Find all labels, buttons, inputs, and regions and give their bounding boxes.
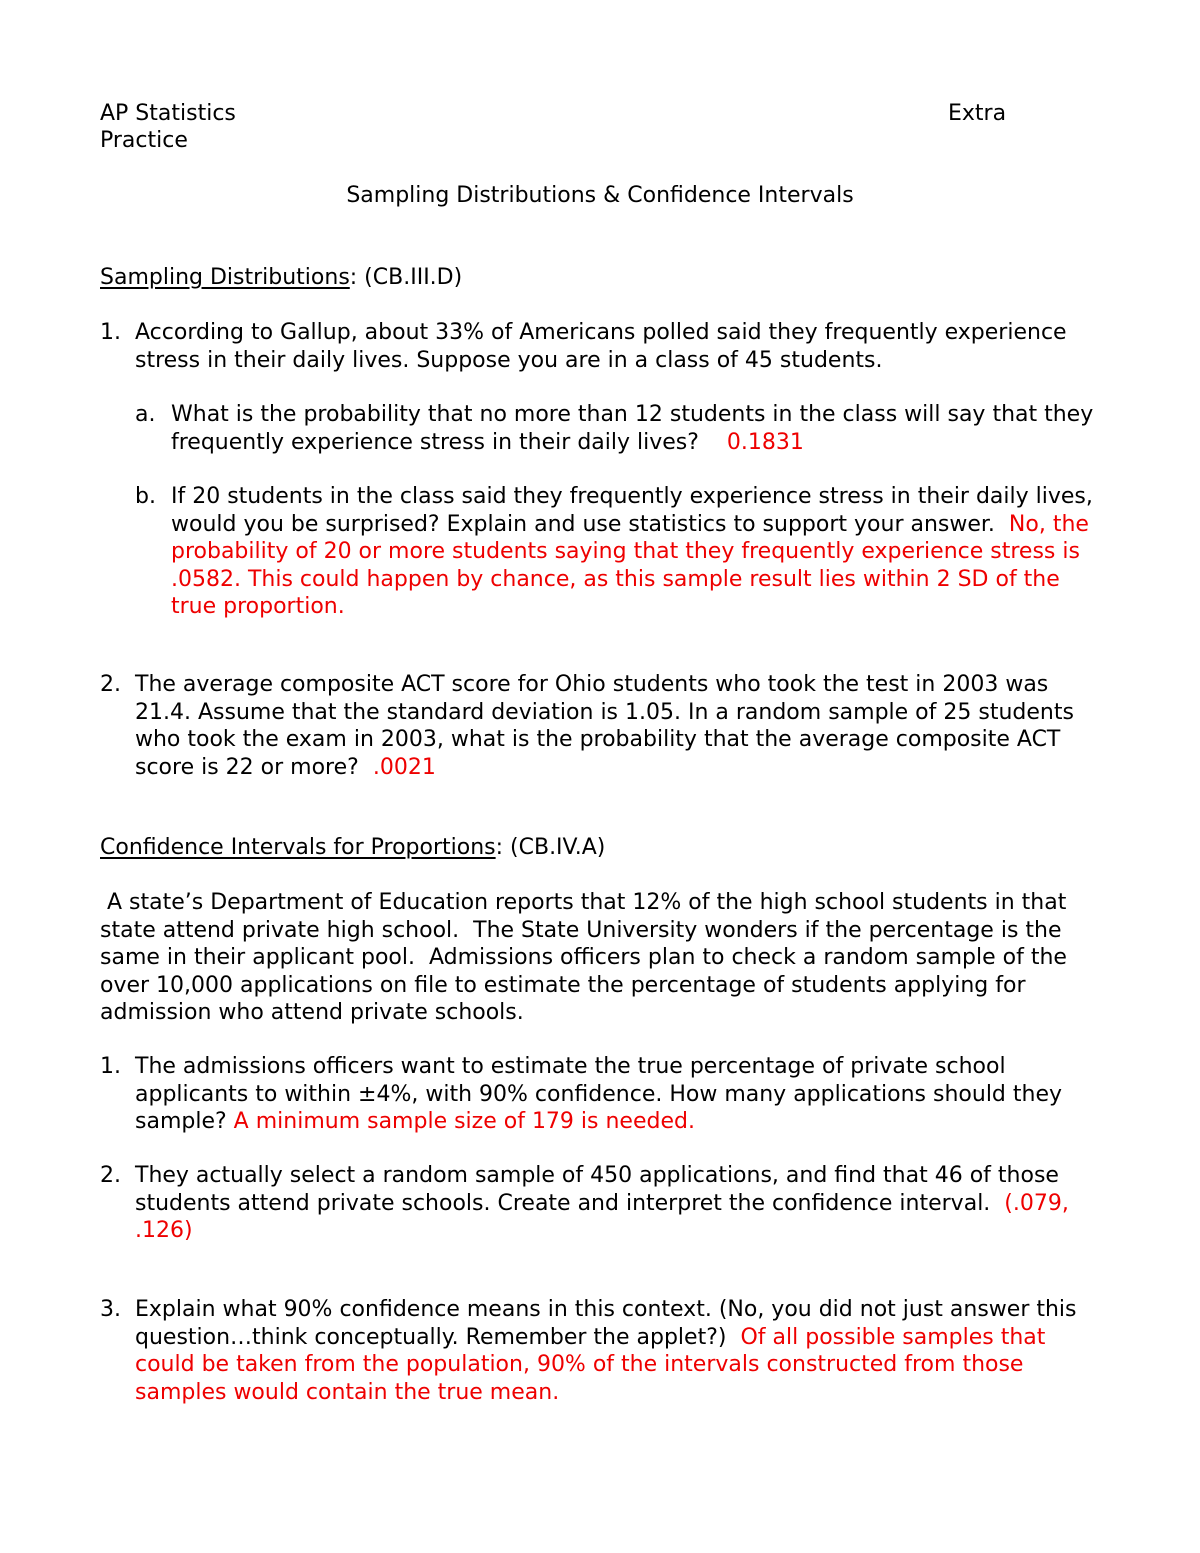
answer-text: A minimum sample size of 179 is needed. bbox=[233, 1109, 695, 1134]
answer-text: 0.1831 bbox=[726, 429, 804, 455]
subquestion-letter: a. bbox=[135, 402, 156, 427]
section-heading-text: Confidence Intervals for Proportions bbox=[100, 835, 496, 860]
question-2 bbox=[135, 1162, 1110, 1245]
section-code: : (CB.IV.A) bbox=[495, 835, 606, 860]
answer-text: Of all possible samples that could be taken from the population, 90% of the intervals constructed from those samples would contain the true mean. bbox=[135, 1324, 1046, 1405]
question-3 bbox=[135, 1296, 1110, 1406]
question-text: The admissions officers want to estimate the true percentage of private school applicants to within ±4%, with 90% confidence. How many applications should they sample? bbox=[135, 1054, 1063, 1134]
question-1 bbox=[135, 1053, 1110, 1136]
answer-text: No, the probability of 20 or more students saying that they frequently experience stress is .0582. This could happen by chance, as this sample result lies within 2 SD of the true proportion. bbox=[171, 511, 1089, 619]
question-number: 2. bbox=[100, 672, 121, 697]
answer-text: .0021 bbox=[372, 754, 436, 780]
answer-text: (.079, .126) bbox=[135, 1190, 1069, 1243]
question-text: The average composite ACT score for Ohio students who took the test in 2003 was 21.4. Assume that the standard deviation is 1.05. In a random sample of 25 students who took the exam in 2003, what is the probability that the average composite ACT score is 22 or more? bbox=[135, 672, 1074, 780]
section-heading-text: Sampling Distributions bbox=[100, 265, 350, 290]
page-title: Sampling Distributions & Confidence Intervals bbox=[346, 183, 854, 208]
question-number: 2. bbox=[100, 1163, 121, 1188]
section-code: : (CB.III.D) bbox=[349, 265, 463, 290]
header-label-continued: Practice bbox=[100, 128, 188, 153]
question-number: 3. bbox=[100, 1297, 121, 1322]
header-label: Extra bbox=[948, 101, 1007, 126]
question-number: 1. bbox=[100, 320, 121, 345]
subquestion-a bbox=[171, 401, 1111, 456]
question-text: They actually select a random sample of 450 applications, and find that 46 of those students attend private schools. Create and interpret the confidence interval. bbox=[135, 1163, 1059, 1216]
section-heading-sampling bbox=[100, 264, 462, 292]
subquestion-text: If 20 students in the class said they frequently experience stress in their daily lives, would you be surprised? Explain and use statistics to support your answer. bbox=[171, 484, 1093, 537]
question-text: According to Gallup, about 33% of Americans polled said they frequently experience stress in their daily lives. Suppose you are in a class of 45 students. bbox=[135, 320, 1067, 373]
intro-paragraph: A state’s Department of Education reports that 12% of the high school students in that state attend private high school. The State University wonders if the percentage is the same in their applicant pool. Admissions officers plan to check a random sample of the over 10,000 applications on file to estimate the percentage of students applying for admission who attend private schools. bbox=[100, 890, 1074, 1025]
question-text: Explain what 90% confidence means in this context. (No, you did not just answer this question…think conceptually. Remember the applet?) bbox=[135, 1297, 1077, 1350]
subquestion-letter: b. bbox=[135, 484, 156, 509]
question-number: 1. bbox=[100, 1054, 121, 1079]
section-heading-confidence bbox=[100, 834, 605, 862]
subquestion-text: What is the probability that no more than 12 students in the class will say that they frequently experience stress in their daily lives? bbox=[171, 402, 1094, 455]
course-name: AP Statistics bbox=[100, 101, 236, 126]
subquestion-b bbox=[171, 483, 1111, 621]
question-2 bbox=[135, 671, 1110, 781]
